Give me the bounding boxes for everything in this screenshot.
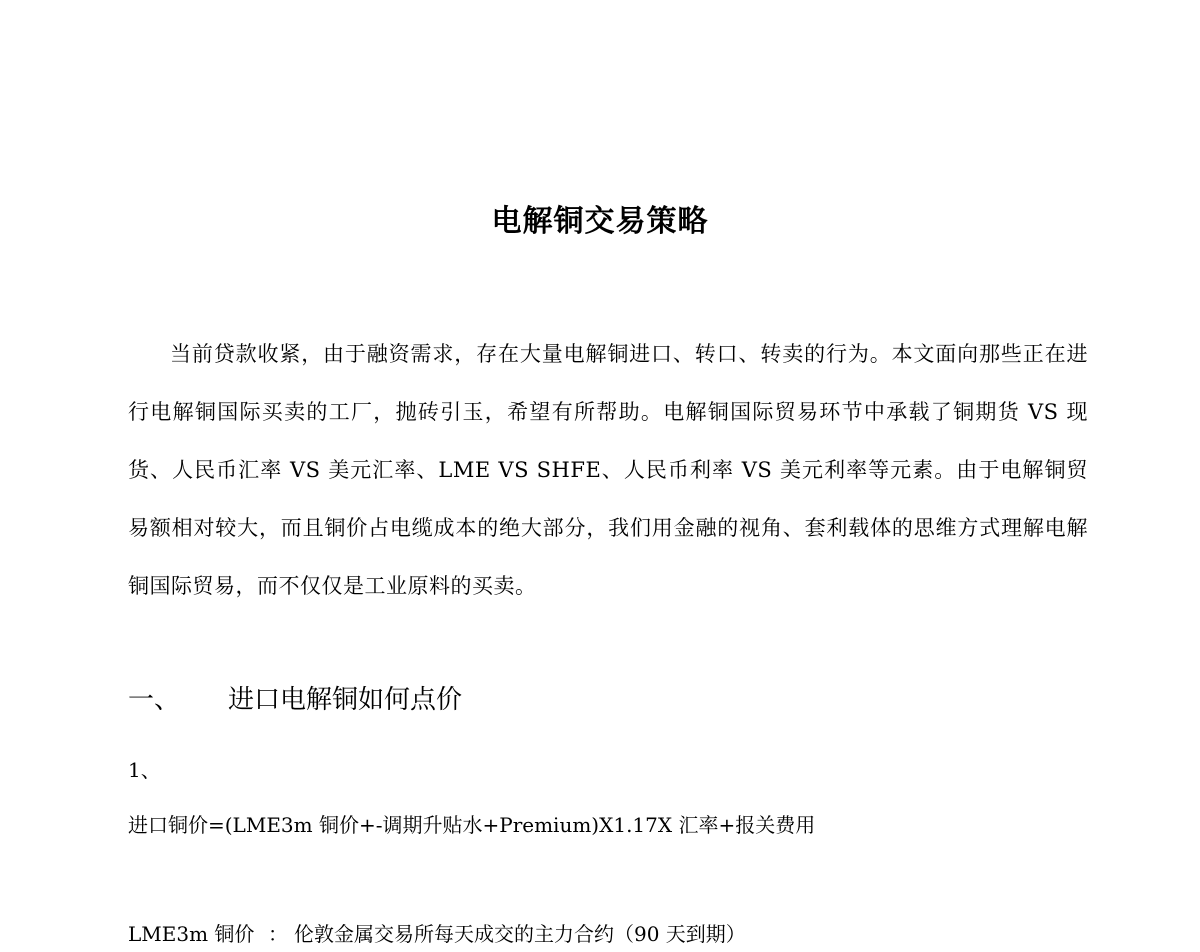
section-heading-1: [128, 680, 462, 720]
definition-row: [128, 916, 746, 952]
section-number: 一、: [128, 685, 181, 715]
price-formula: 进口铜价=(LME3m 铜价+-调期升贴水+Premium)X1.17X 汇率+报关费用: [128, 813, 816, 837]
definition-term: LME3m 铜价: [128, 922, 255, 946]
definition-text: 伦敦金属交易所每天成交的主力合约（90 天到期）: [294, 922, 746, 946]
section-title: 进口电解铜如何点价: [228, 685, 463, 715]
document-title: 电解铜交易策略: [491, 204, 709, 239]
intro-paragraph: 当前贷款收紧，由于融资需求，存在大量电解铜进口、转口、转卖的行为。本文面向那些正在进行电解铜国际买卖的工厂，抛砖引玉，希望有所帮助。电解铜国际贸易环节中承载了铜期货 VS 现货、人民币汇率 VS 美元汇率、LME VS SHFE、人民币利率 VS 美元利率等元素。由于电解铜贸易额相对较大，而且铜价占电缆成本的绝大部分，我们用金融的视角、套利载体的思维方式理解电解铜国际贸易，而不仅仅是工业原料的买卖。: [128, 342, 1088, 598]
item-number: 1、: [128, 758, 161, 782]
definition-colon: ：: [268, 922, 288, 946]
